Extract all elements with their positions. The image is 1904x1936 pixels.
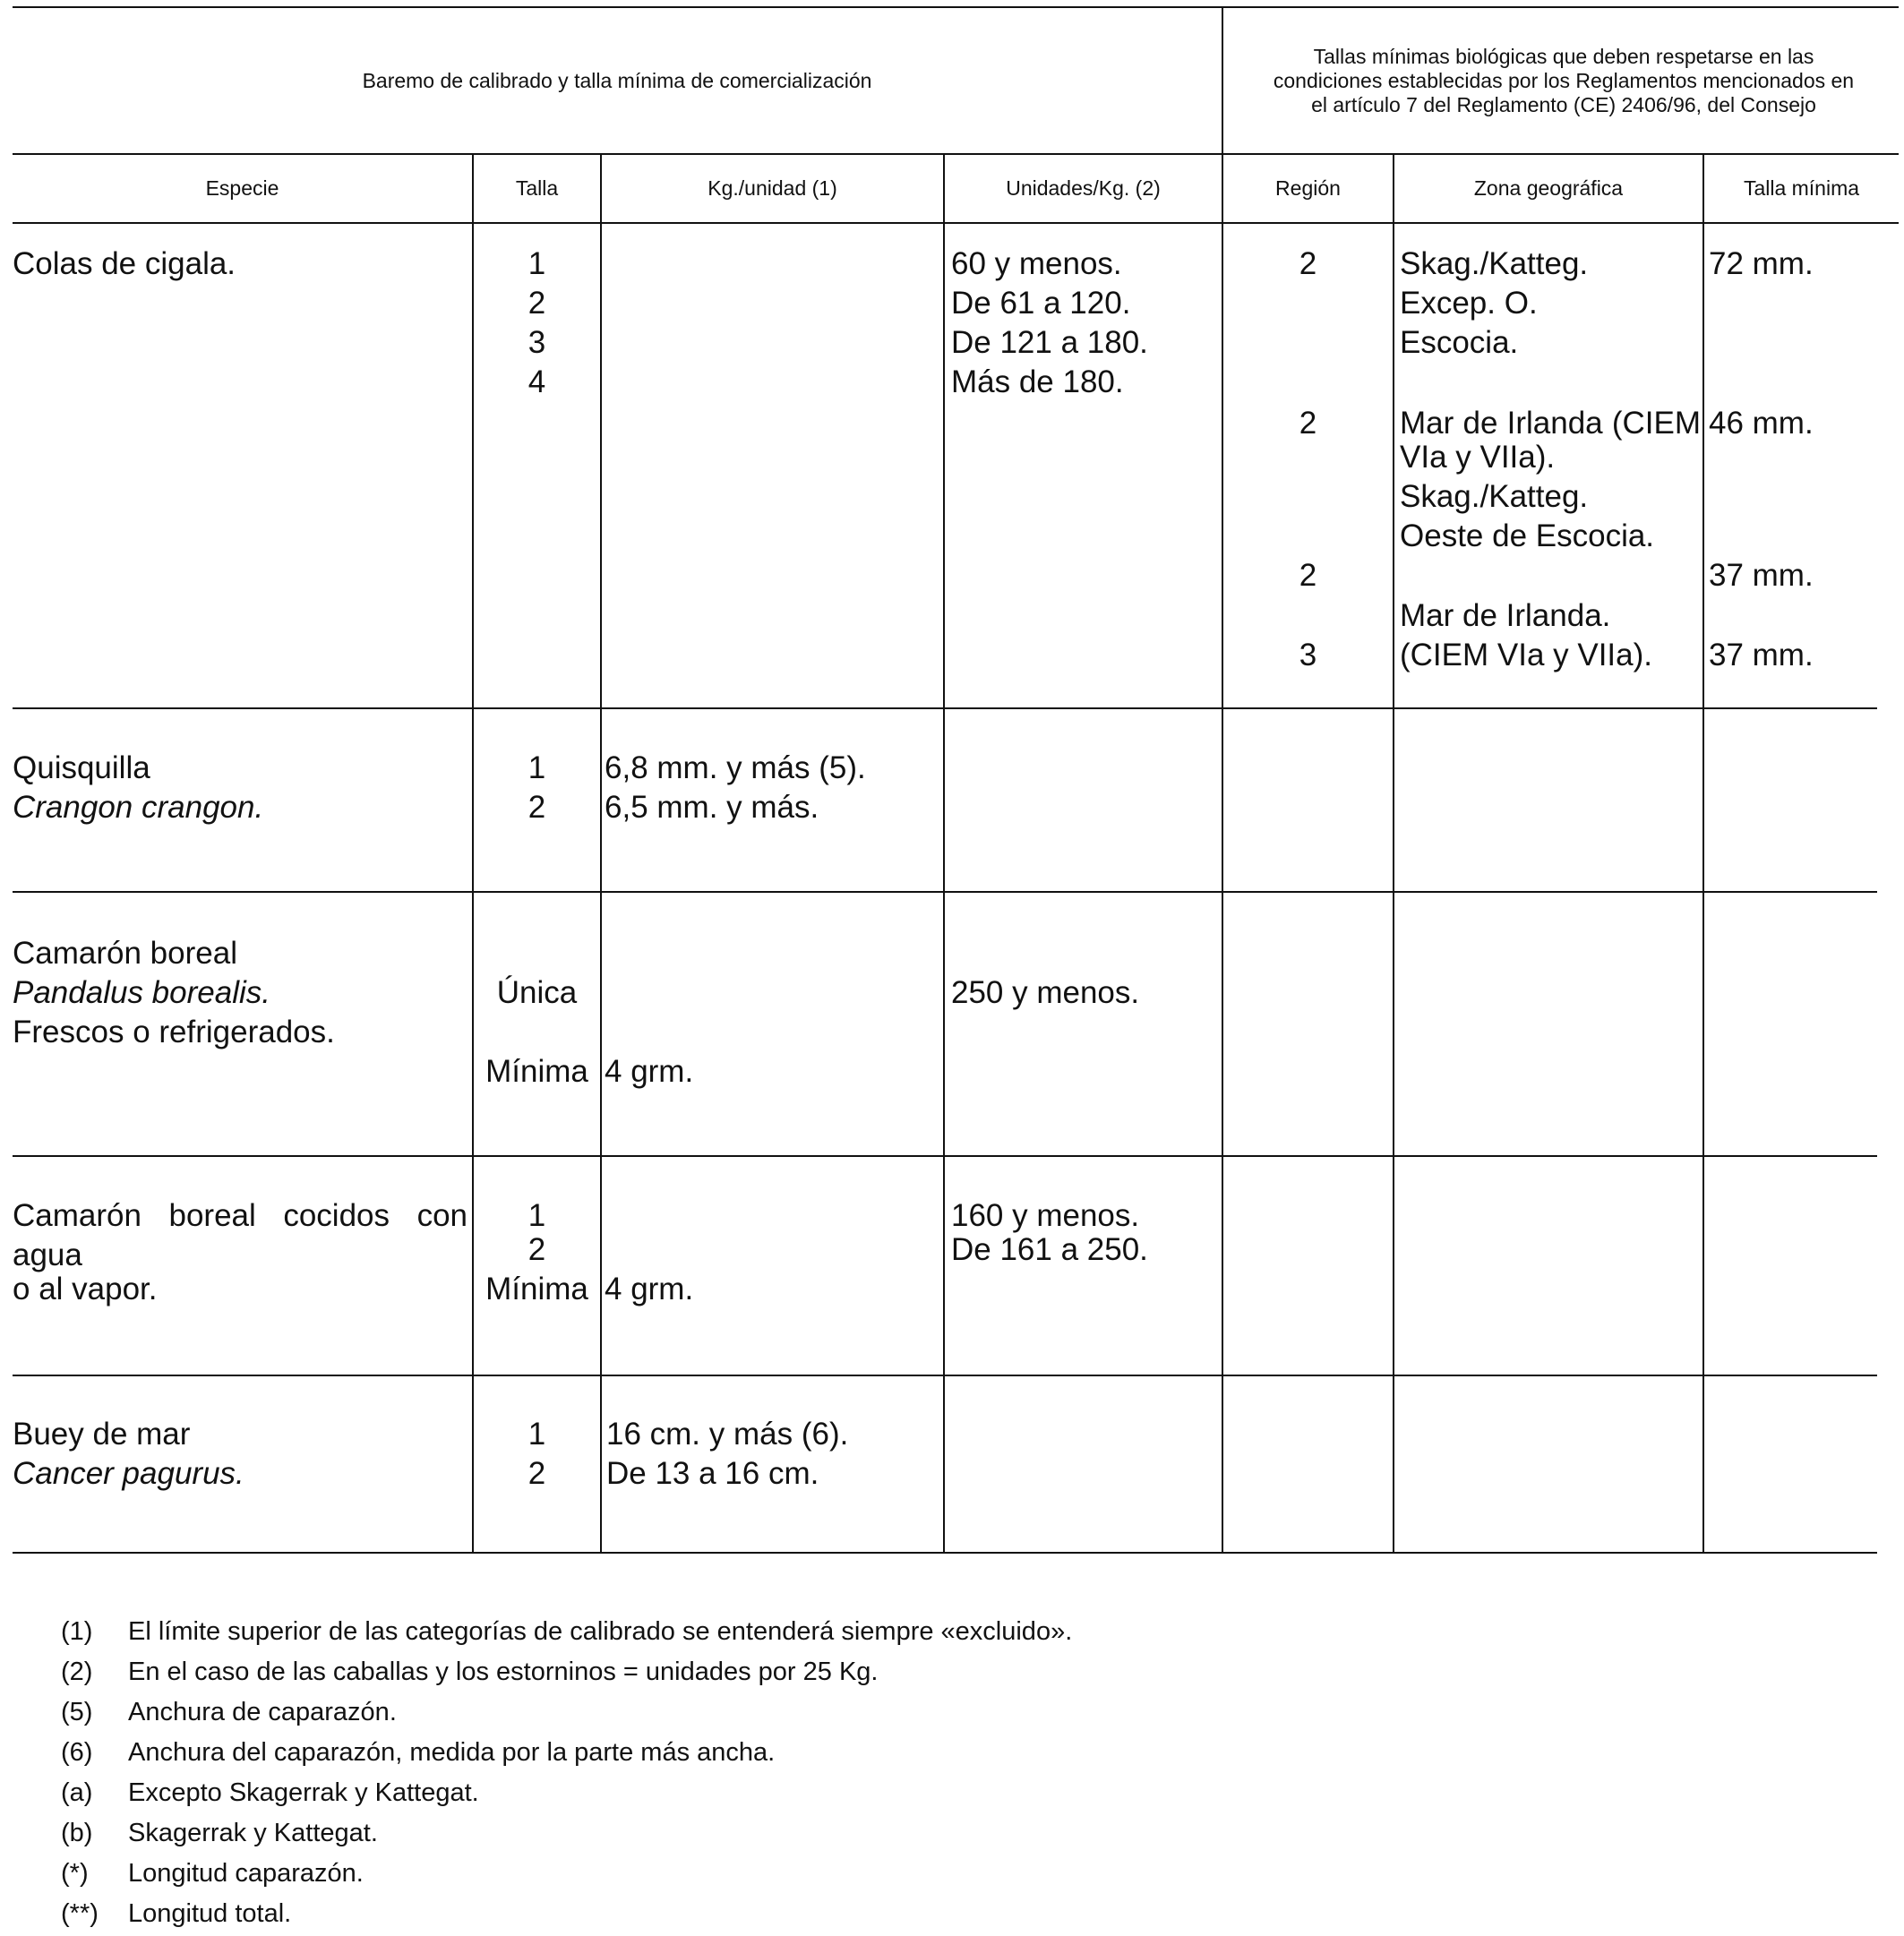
table-bottom-rule <box>13 1552 1877 1554</box>
footnote-text: Longitud total. <box>128 1899 292 1928</box>
talla-minima-value: 46 mm. <box>1709 406 1814 441</box>
cell-talla <box>474 1415 600 1494</box>
unidades-value: Más de 180. <box>951 364 1124 399</box>
cell-unidades <box>951 1196 1148 1270</box>
unidades-value: De 121 a 180. <box>951 325 1148 360</box>
region-value: 2 <box>1299 406 1317 441</box>
zona-value: Oeste de Escocia. <box>1400 518 1655 553</box>
footnote <box>61 1773 1072 1813</box>
talla-value: 2 <box>527 1232 546 1267</box>
column-header-unidades-kg: Unidades/Kg. (2) <box>1006 176 1161 200</box>
footnote-text: En el caso de las caballas y los estorninos = unidades por 25 Kg. <box>128 1658 879 1686</box>
kg-value: 4 grm. <box>605 1272 694 1306</box>
kg-value: 6,5 mm. y más. <box>605 790 819 825</box>
species-scientific-name: Cancer pagurus. <box>13 1456 244 1491</box>
footnote <box>61 1692 1072 1733</box>
footnote-text: Excepto Skagerrak y Kattegat. <box>128 1778 479 1807</box>
zona-value: VIa y VIIa). <box>1400 440 1556 475</box>
species-scientific-name: Crangon crangon. <box>13 790 264 825</box>
species-name: Colas de cigala. <box>13 246 236 281</box>
unidades-value: 60 y menos. <box>951 246 1122 281</box>
species-scientific-name: Pandalus borealis. <box>13 975 270 1010</box>
cell-talla <box>474 1196 600 1309</box>
talla-value: 1 <box>527 750 546 785</box>
talla-value: 2 <box>527 1456 546 1491</box>
zona-line: Mar de Irlanda (CIEM <box>1400 406 1701 441</box>
cell-especie <box>13 934 335 1052</box>
species-condition: Frescos o refrigerados. <box>13 1015 335 1049</box>
region-value: 2 <box>1299 558 1317 593</box>
cell-especie <box>13 1196 467 1309</box>
footnote-mark: (6) <box>61 1738 93 1767</box>
footnote <box>61 1854 1072 1894</box>
cell-especie <box>13 1415 244 1494</box>
row-divider <box>13 707 1877 709</box>
unidades-value: 250 y menos. <box>951 975 1140 1010</box>
header-group-left: Baremo de calibrado y talla mínima de comercialización <box>362 68 872 92</box>
talla-value: 1 <box>527 1198 546 1233</box>
talla-value: 1 <box>527 1417 546 1452</box>
unidades-value: De 61 a 120. <box>951 286 1131 321</box>
column-divider <box>943 153 945 1553</box>
species-name: Buey de mar <box>13 1417 191 1452</box>
cell-especie <box>13 244 236 284</box>
talla-value: 4 <box>527 364 546 399</box>
footnote-mark: (**) <box>61 1899 99 1928</box>
talla-value: Mínima <box>485 1272 588 1306</box>
kg-value: De 13 a 16 cm. <box>606 1456 819 1491</box>
footnote-mark: (*) <box>61 1859 89 1888</box>
talla-value: 1 <box>527 246 546 281</box>
row-divider <box>13 891 1877 893</box>
zona-value: Escocia. <box>1400 325 1519 360</box>
talla-minima-value: 37 mm. <box>1709 638 1814 672</box>
talla-value: 3 <box>527 325 546 360</box>
cell-unidades <box>951 244 1148 402</box>
kg-value: 6,8 mm. y más (5). <box>605 750 866 785</box>
footnotes <box>61 1612 1072 1934</box>
talla-value: Única <box>496 975 578 1010</box>
zona-value: (CIEM VIa y VIIa). <box>1400 638 1652 672</box>
footnote <box>61 1894 1072 1934</box>
footnote-mark: (5) <box>61 1698 93 1726</box>
footnote-mark: (1) <box>61 1617 93 1646</box>
zona-value: Mar de Irlanda. <box>1400 598 1611 633</box>
cell-talla <box>474 749 600 827</box>
species-name: Camarón boreal cocidos con agua <box>13 1198 467 1272</box>
footnote-mark: (b) <box>61 1819 93 1847</box>
footnote <box>61 1652 1072 1692</box>
footnote <box>61 1733 1072 1773</box>
column-divider <box>600 153 602 1553</box>
footnote-mark: (a) <box>61 1778 93 1807</box>
footnote <box>61 1612 1072 1652</box>
unidades-value: De 161 a 250. <box>951 1232 1148 1267</box>
cell-talla <box>474 244 600 402</box>
column-divider <box>1393 153 1394 1553</box>
region-value: 2 <box>1299 246 1317 281</box>
column-divider <box>1702 153 1704 1553</box>
kg-value: 16 cm. y más (6). <box>606 1417 849 1452</box>
kg-value: 4 grm. <box>605 1054 694 1089</box>
column-header-kg-unidad: Kg./unidad (1) <box>708 176 837 200</box>
unidades-value: 160 y menos. <box>951 1198 1140 1233</box>
column-header-talla: Talla <box>515 176 559 200</box>
footnote-text: Anchura de caparazón. <box>128 1698 397 1726</box>
footnote <box>61 1813 1072 1854</box>
column-divider-group <box>1222 6 1223 1553</box>
footnote-mark: (2) <box>61 1658 93 1686</box>
column-header-especie: Especie <box>205 176 279 200</box>
zona-value: Skag./Katteg. <box>1400 479 1589 514</box>
species-name: Quisquilla <box>13 750 150 785</box>
footnote-text: El límite superior de las categorías de calibrado se entenderá siempre «excluido». <box>128 1617 1073 1646</box>
footnote-text: Anchura del caparazón, medida por la parte más ancha. <box>128 1738 776 1767</box>
footnote-text: Longitud caparazón. <box>128 1859 364 1888</box>
talla-minima-value: 37 mm. <box>1709 558 1814 593</box>
cell-kg-unidad <box>606 1415 848 1494</box>
species-name: Camarón boreal <box>13 936 237 971</box>
column-header-region: Región <box>1275 176 1341 200</box>
column-header-zona: Zona geográfica <box>1473 176 1624 200</box>
cell-kg-unidad <box>605 749 866 827</box>
column-header-talla-minima: Talla mínima <box>1743 176 1860 200</box>
footnote-text: Skagerrak y Kattegat. <box>128 1819 378 1847</box>
row-divider <box>13 1375 1877 1376</box>
talla-value: 2 <box>527 286 546 321</box>
row-divider <box>13 1155 1877 1157</box>
talla-value: 2 <box>527 790 546 825</box>
header-bottom-rule <box>13 222 1899 224</box>
region-value: 3 <box>1299 638 1317 672</box>
cell-especie <box>13 749 263 827</box>
talla-value: Mínima <box>485 1054 588 1089</box>
header-group-right: Tallas mínimas biológicas que deben respetarse en las condiciones establecidas por los Reglamentos mencionados en el artículo 7 del Reglamento (CE) 2406/96, del Consejo <box>1273 44 1855 116</box>
zona-value: Skag./Katteg. <box>1400 246 1589 281</box>
talla-minima-value: 72 mm. <box>1709 246 1814 281</box>
species-name-continued: o al vapor. <box>13 1272 158 1306</box>
zona-value: Excep. O. <box>1400 286 1538 321</box>
